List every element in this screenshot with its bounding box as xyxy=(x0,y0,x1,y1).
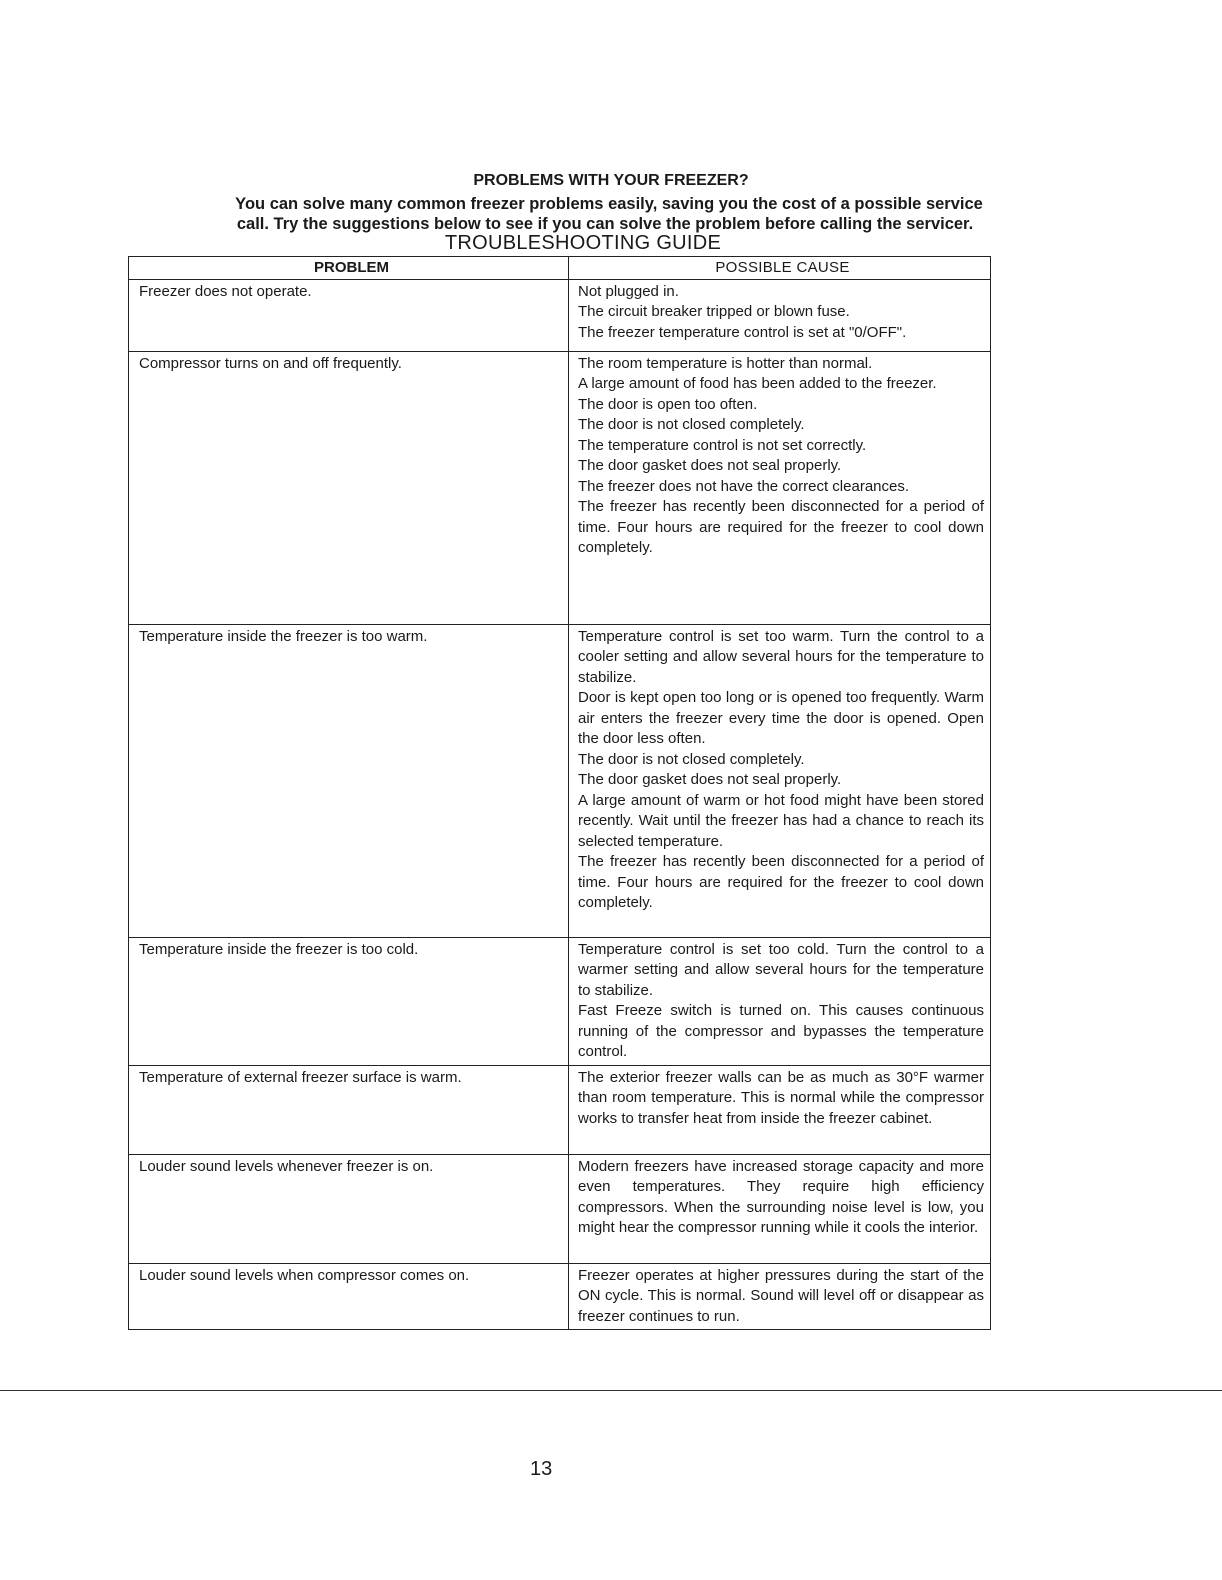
cause-cell xyxy=(569,624,991,937)
table-row xyxy=(129,279,991,351)
cause-item: Door is kept open too long or is opened too frequently. Warm air enters the freezer every time the door is opened. Open the door less often. xyxy=(578,689,984,747)
cause-cell xyxy=(569,1065,991,1154)
problem-cell: Temperature of external freezer surface is warm. xyxy=(129,1065,569,1154)
table-row xyxy=(129,1154,991,1263)
cause-item: The freezer temperature control is set at "0/OFF". xyxy=(578,323,907,341)
problem-cell: Louder sound levels whenever freezer is on. xyxy=(129,1154,569,1263)
cause-item: The door gasket does not seal properly. xyxy=(578,457,842,474)
column-header-problem: PROBLEM xyxy=(129,257,569,280)
cause-item: Freezer operates at higher pressures during the start of the ON cycle. This is normal. Sound will level off or disappear as freezer continues to run. xyxy=(578,1266,984,1325)
cause-item: The door is not closed completely. xyxy=(578,416,805,433)
troubleshooting-table xyxy=(128,256,991,1330)
cause-item: Temperature control is set too warm. Turn the control to a cooler setting and allow several hours for the temperature to stabilize. xyxy=(578,627,984,686)
table-row xyxy=(129,1065,991,1154)
problem-cell: Louder sound levels when compressor comes on. xyxy=(129,1263,569,1330)
cause-item: Not plugged in. xyxy=(578,282,679,300)
page-title: PROBLEMS WITH YOUR FREEZER? xyxy=(473,172,749,189)
guide-title: TROUBLESHOOTING GUIDE xyxy=(444,232,722,254)
table-header-row xyxy=(129,257,991,280)
cause-item: The door is open too often. xyxy=(578,395,758,413)
cause-cell xyxy=(569,279,991,351)
cause-cell xyxy=(569,1154,991,1263)
cause-item: Temperature control is set too cold. Turn the control to a warmer setting and allow several hours for the temperature to stabilize. xyxy=(578,940,984,999)
problem-cell: Temperature inside the freezer is too cold. xyxy=(129,937,569,1065)
cause-item: The exterior freezer walls can be as much as 30°F warmer than room temperature. This is normal while the compressor works to transfer heat from inside the freezer cabinet. xyxy=(578,1068,984,1127)
cause-item: The door gasket does not seal properly. xyxy=(578,771,842,788)
footer-divider xyxy=(0,1390,1222,1391)
table-row xyxy=(129,351,991,624)
cause-item: The door is not closed completely. xyxy=(578,750,805,768)
cause-cell xyxy=(569,1263,991,1330)
cause-cell xyxy=(569,351,991,624)
problem-cell: Compressor turns on and off frequently. xyxy=(129,351,569,624)
cause-item: The freezer has recently been disconnected for a period of time. Four hours are required for the freezer to cool down completely. xyxy=(578,498,984,556)
cause-item: Modern freezers have increased storage capacity and more even temperatures. They require high efficiency compressors. When the surrounding noise level is low, you might hear the compressor running while it cools the interior. xyxy=(578,1157,984,1236)
intro-line-1: You can solve many common freezer problems easily, saving you the cost of a possible service xyxy=(235,195,983,213)
cause-item: The circuit breaker tripped or blown fuse. xyxy=(578,303,850,320)
problem-cell: Temperature inside the freezer is too warm. xyxy=(129,624,569,937)
table-row xyxy=(129,1263,991,1330)
cause-item: The room temperature is hotter than normal. xyxy=(578,354,873,372)
cause-item: A large amount of warm or hot food might have been stored recently. Wait until the freezer has had a chance to reach its selected temperature. xyxy=(578,791,984,850)
table-row xyxy=(129,624,991,937)
cause-item: The freezer has recently been disconnected for a period of time. Four hours are required for the freezer to cool down completely. xyxy=(578,853,984,911)
cause-item: The temperature control is not set correctly. xyxy=(578,436,867,454)
cause-item: A large amount of food has been added to the freezer. xyxy=(578,375,937,392)
table-row xyxy=(129,937,991,1065)
problem-cell: Freezer does not operate. xyxy=(129,279,569,351)
cause-cell xyxy=(569,937,991,1065)
page-number: 13 xyxy=(530,1458,553,1480)
cause-item: Fast Freeze switch is turned on. This causes continuous running of the compressor and bypasses the temperature control. xyxy=(578,1002,984,1060)
column-header-possible-cause: POSSIBLE CAUSE xyxy=(569,257,991,280)
cause-item: The freezer does not have the correct clearances. xyxy=(578,477,910,495)
intro-line-2: call. Try the suggestions below to see if you can solve the problem before calling the servicer. xyxy=(236,215,974,233)
